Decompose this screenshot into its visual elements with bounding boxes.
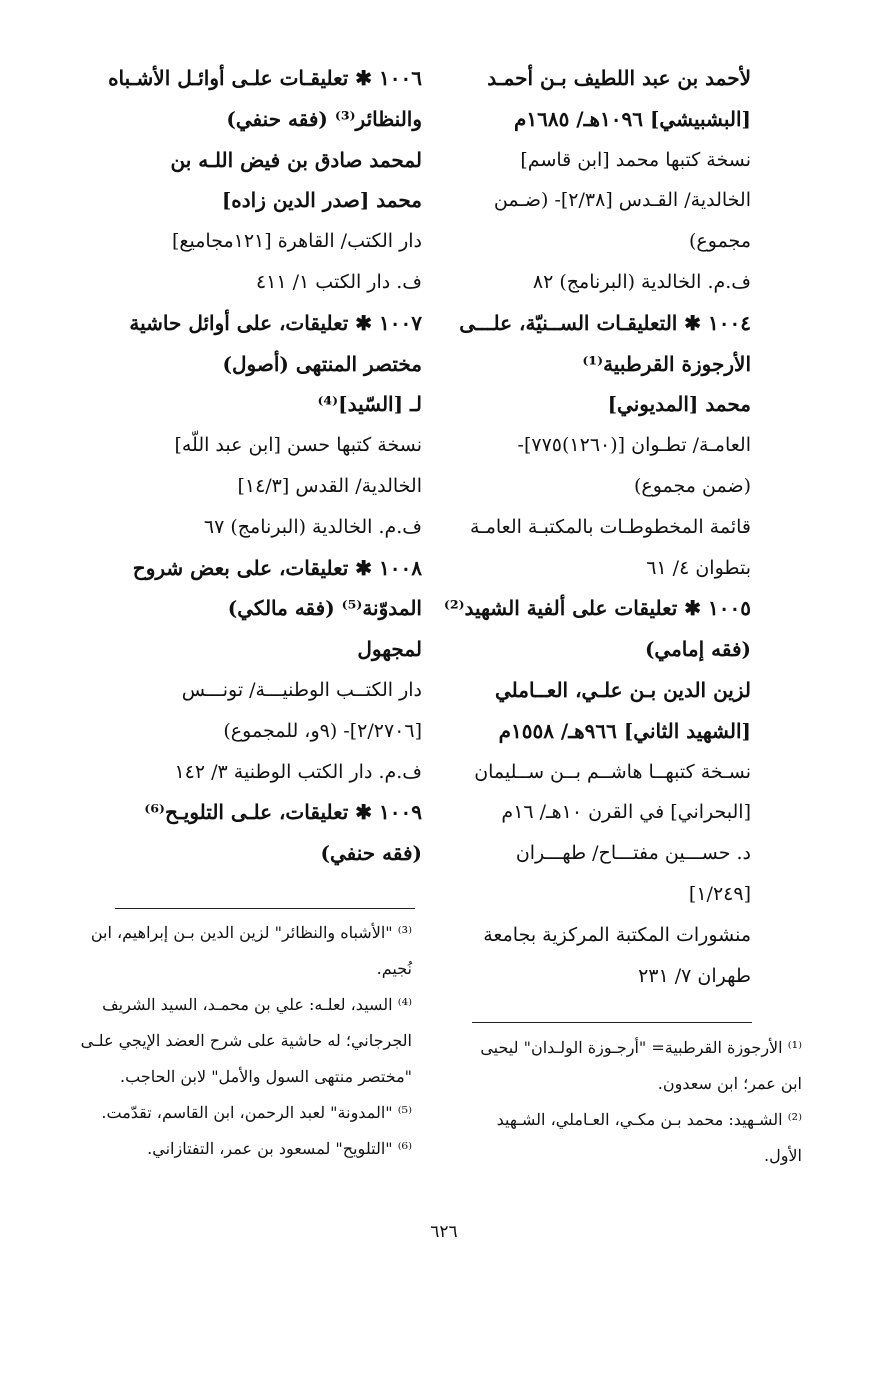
- text-line: [الشهيد الثاني] ٩٦٦هـ/ ١٥٥٨م: [498, 718, 751, 743]
- footnote-line: "مختصر منتهى السول والأمل" لابن الحاجب.: [120, 1067, 412, 1086]
- footnote-line: الجرجاني؛ له حاشية على شرح العضد الإيجي علـى: [80, 1031, 412, 1050]
- footnote-line: ابن عمر؛ ابن سعدون.: [657, 1074, 802, 1093]
- text-line: محمد [المديوني]: [607, 392, 751, 417]
- footnotes-left: [80, 915, 412, 1167]
- text-line: نسـخة كتبهــا هاشــم بــن ســليمان: [474, 760, 751, 783]
- text-line: طهران ٧/ ٢٣١: [638, 964, 751, 987]
- text-line: (ضمن مجموع): [633, 474, 751, 497]
- text-line: ١٠٠٤ ✱ التعليقـات الســنيّة، علـــى: [459, 310, 751, 335]
- footnote-line: ⁽¹⁾ الأرجوزة القرطبية= "أرجـوزة الولـدان" ليحيى: [480, 1038, 802, 1057]
- text-line: ف.م. الخالدية (البرنامج) ٨٢: [532, 270, 751, 293]
- text-line: الخالدية/ القـدس [٢/٣٨]- (ضـمن: [493, 189, 751, 212]
- text-line: ف.م. الخالدية (البرنامج) ٦٧: [203, 515, 422, 538]
- footnote-line: نُجيم.: [376, 959, 412, 978]
- text-line: لـ [السّيد]⁽⁴⁾: [317, 392, 422, 417]
- text-line: [١/٢٤٩]: [688, 882, 751, 905]
- text-line: المدوّنة⁽⁵⁾ (فقه مالكي): [227, 596, 422, 621]
- text-line: ١٠٠٧ ✱ تعليقات، على أوائل حاشية: [129, 310, 422, 335]
- text-line: لمجهول: [357, 637, 422, 662]
- text-line: [البحراني] في القرن ١٠هـ/ ١٦م: [501, 801, 751, 824]
- text-line: ف. دار الكتب ١/ ٤١١: [255, 270, 422, 293]
- text-line: ف.م. دار الكتب الوطنية ٣/ ١٤٢: [174, 760, 422, 783]
- text-line: ١٠٠٥ ✱ تعليقات على ألفية الشهيد⁽²⁾: [443, 596, 751, 621]
- right-column: [443, 58, 751, 996]
- text-line: منشورات المكتبة المركزية بجامعة: [483, 923, 751, 946]
- text-line: لأحمد بن عبد اللطيف بـن أحمـد: [487, 66, 751, 90]
- text-line: [البشبيشي] ١٠٩٦هـ/ ١٦٨٥م: [513, 106, 751, 131]
- text-line: ١٠٠٦ ✱ تعليقـات علـى أوائـل الأشـباه: [108, 66, 422, 90]
- footnotes-right: [480, 1030, 802, 1174]
- footnote-line: الأول.: [763, 1146, 802, 1165]
- text-line: الأرجوزة القرطبية⁽¹⁾: [582, 351, 751, 376]
- text-line: بتطوان ٤/ ٦١: [646, 556, 751, 579]
- footnote-line: ⁽⁵⁾ "المدونة" لعبد الرحمن، ابن القاسم، تقدّمت.: [101, 1103, 412, 1122]
- text-line: قائمة المخطوطـات بالمكتبـة العامـة: [469, 515, 751, 538]
- left-column: [82, 58, 422, 874]
- footnote-separator-left: [115, 908, 415, 909]
- text-line: [٢/٢٧٠٦]- (٩و، للمجموع): [223, 719, 422, 742]
- text-line: لزين الدين بـن علـي، العــاملي: [494, 677, 751, 702]
- text-line: ١٠٠٨ ✱ تعليقات، على بعض شروح: [132, 555, 422, 580]
- text-line: والنظائر⁽³⁾ (فقه حنفي): [226, 106, 422, 131]
- text-line: (فقه إمامي): [644, 637, 751, 662]
- text-line: محمد [صدر الدين زاده]: [221, 188, 422, 213]
- footnote-line: ⁽³⁾ "الأشباه والنظائر" لزين الدين بـن إبراهيم، ابن: [90, 923, 412, 942]
- text-line: لمحمد صادق بن فيض اللـه بن: [170, 147, 422, 172]
- text-line: دار الكتــب الوطنيـــة/ تونـــس: [181, 678, 422, 701]
- text-line: د. حســـين مفتـــاح/ طهـــران: [515, 842, 751, 865]
- text-line: ١٠٠٩ ✱ تعليقات، علـى التلويـح⁽⁶⁾: [144, 800, 422, 825]
- text-line: مجموع): [689, 230, 751, 253]
- text-line: مختصر المنتهى (أصول): [222, 351, 422, 376]
- footnote-separator-right: [472, 1022, 752, 1023]
- footnote-line: ⁽⁴⁾ السيد، لعلـه: علي بن محمـد، السيد الشريف: [102, 995, 412, 1014]
- page-number: ٦٢٦: [430, 1222, 458, 1242]
- text-line: نسخة كتبها محمد [ابن قاسم]: [520, 148, 751, 171]
- footnote-line: ⁽⁶⁾ "التلويح" لمسعود بن عمر، التفتازاني.: [147, 1139, 412, 1158]
- footnote-line: ⁽²⁾ الشـهيد: محمد بـن مكـي، العـاملي، الشـهيد: [496, 1110, 802, 1129]
- text-line: نسخة كتبها حسن [ابن عبد اللّه]: [174, 434, 422, 457]
- text-line: الخالدية/ القدس [١٤/٣]: [237, 474, 422, 497]
- text-line: (فقه حنفي): [320, 841, 422, 866]
- text-line: دار الكتب/ القاهرة [١٢١مجاميع]: [171, 230, 422, 253]
- text-line: العامـة/ تطـوان [(١٢٦٠)٧٧٥]-: [517, 434, 751, 457]
